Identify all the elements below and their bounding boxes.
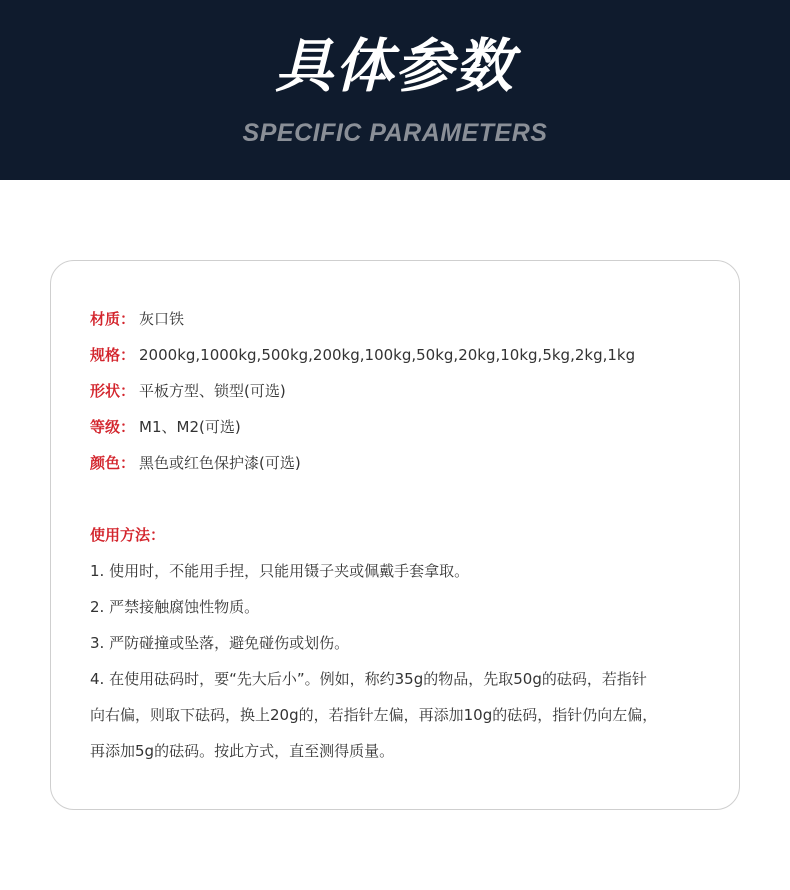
page-title: 具体参数 xyxy=(274,32,515,100)
usage-line: 2. 严禁接触腐蚀性物质。 xyxy=(90,598,260,616)
spec-key: 材质： xyxy=(90,310,136,328)
spec-key: 规格： xyxy=(90,346,136,364)
spec-key: 形状： xyxy=(90,382,136,400)
spec-row-material xyxy=(90,307,184,331)
spec-key: 等级： xyxy=(90,418,136,436)
usage-line: 再添加5g的砝码。按此方式，直至测得质量。 xyxy=(90,742,395,760)
usage-line: 4. 在使用砝码时，要“先大后小”。例如，称约35g的物品，先取50g的砝码，若指针 xyxy=(90,670,647,688)
usage-line: 1. 使用时，不能用手捏，只能用镊子夹或佩戴手套拿取。 xyxy=(90,562,470,580)
spec-value: 灰口铁 xyxy=(139,310,185,328)
spec-row-shape xyxy=(90,379,286,403)
page-subtitle: SPECIFIC PARAMETERS xyxy=(242,119,548,147)
usage-line: 向右偏，则取下砝码，换上20g的，若指针左偏，再添加10g的砝码，指针仍向左偏， xyxy=(90,706,658,724)
spec-row-size xyxy=(90,343,635,367)
spec-value: 2000kg,1000kg,500kg,200kg,100kg,50kg,20kg,10kg,5kg,2kg,1kg xyxy=(139,346,636,364)
parameters-card xyxy=(50,260,740,810)
usage-title: 使用方法： xyxy=(90,526,166,544)
spec-value: 平板方型、锁型(可选) xyxy=(139,382,286,400)
spec-row-grade xyxy=(90,415,241,439)
usage-line: 3. 严防碰撞或坠落，避免碰伤或划伤。 xyxy=(90,634,350,652)
spec-value: 黑色或红色保护漆(可选) xyxy=(139,454,301,472)
spec-row-color xyxy=(90,451,301,475)
header-banner xyxy=(0,0,790,180)
spec-key: 颜色： xyxy=(90,454,136,472)
spec-value: M1、M2(可选) xyxy=(139,418,241,436)
